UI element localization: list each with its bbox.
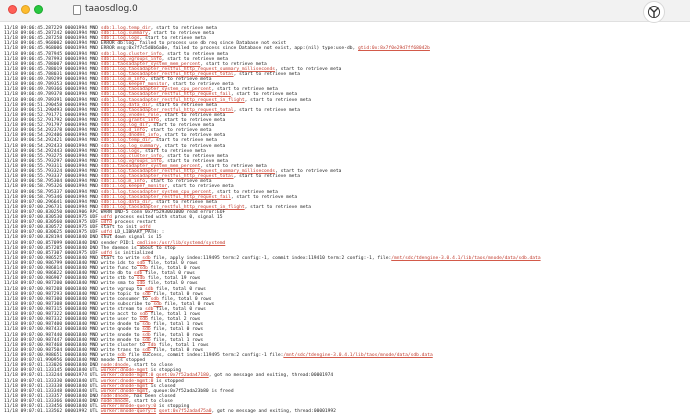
title-bar [0,0,690,22]
log-line: 11/18 09:07:00.987208 00001840 MND write vgroup to sdb file, total 0 rows [4,286,206,292]
log-line: 11/18 09:07:01.133366 00001840 DND node:mnode, start to close [4,398,173,404]
log-line: 11/18 09:07:00.830625 00001975 UDF udfd LD_LIBRARY_PATH: : [4,230,165,236]
log-line: 11/18 09:06:45.968002 00001994 MND ERROR db:log, failed to process use db req since Database not exist [4,41,287,47]
log-line: 11/18 09:06:55.793275 00001994 MND sdb:1.log.cluster_info, start to retrieve meta [4,153,229,159]
document-icon [73,5,81,15]
log-line: 11/18 09:06:52.791771 00001994 MND sdb:1.log.vnodes_role, start to retrieve meta [4,112,226,118]
log-line: 11/18 09:06:45.788031 00001994 MND sdb:1.log.taosadapter_restful_http_request_total, start to retrieve meta [4,71,300,77]
log-line: 11/18 09:07:00.986525 00001840 MND start to write sdb file, apply index:119495 term:2 config:-1, commit index:119410 term:2 config:-1, file:/mnt/sdc/tdengine-3.0.4.1/lib/taos/mnode/data/sdb.data [4,255,541,261]
log-line: 11/18 09:07:01.133456 00001840 UTL worker:mnode-query:0 is stopping [4,404,190,410]
log-line: 11/18 09:07:00.987300 00001840 MND write consumer to sdb file, total 0 rows [4,296,212,302]
log-line: 11/18 09:06:54.292378 00001994 MND sdb:1.log.d_info, start to retrieve meta [4,128,212,134]
log-line: 11/18 09:06:49.789299 00001994 MND sdb:1.log.m_info, start to retrieve meta [4,77,212,83]
log-line: 11/18 09:06:54.292406 00001994 MND sdb:1.log.dnodes_info, start to retrieve meta [4,133,226,139]
log-line: 11/18 09:07:00.987200 00001840 MND write sma to sdb file, total 0 rows [4,281,198,287]
log-line: 11/18 09:07:00.857205 00001840 DND The daemon is about to stop [4,245,176,251]
log-line: 11/18 09:07:01.133145 00001840 UTL worker:dnode-mgmt is stopping [4,368,182,374]
log-line: 11/18 09:06:49.789378 00001994 MND sdb:1.log.taosadapter_restful_http_request_fail, start to retrieve meta [4,92,298,98]
log-line: 11/18 09:06:58.795304 00001994 MND sdb:1.log.m_info, start to retrieve meta [4,179,212,185]
log-line: 11/18 09:06:51.290458 00001994 MND sdb:1.log.data_dir, start to retrieve meta [4,102,217,108]
extension-badge-glyph-icon [647,5,661,19]
log-line: 11/18 09:07:00.828194 00001840 DND shut down signal is 15 [4,235,162,241]
log-line: 11/18 09:06:49.789366 00001994 MND sdb:1.log.taosadapter_system_cpu_percent, start to retrieve meta [4,87,278,93]
log-line: 11/18 09:07:01.133330 00001840 UTL worker:dnode-mgmt:0 is stopped [4,378,184,384]
log-line: 11/18 09:07:00.296641 00001994 MND sdb:1.log.data_dir, start to retrieve meta [4,199,217,205]
log-line: 11/18 09:07:00.830560 00001975 UDF udfd process restart [4,220,157,226]
log-line: 11/18 09:07:00.987293 00001840 MND write topic to sdb file, total 0 rows [4,291,204,297]
log-text-area[interactable] [4,26,684,414]
log-line: 11/18 09:07:00.986814 00001840 MND write func to sdb file, total 0 rows [4,266,201,272]
log-line: 11/18 09:07:00.987440 00001840 MND write snode to sdb file, total 0 rows [4,332,204,338]
log-line: 11/18 09:06:51.290493 00001994 MND sdb:1.log.taosadapter_restful_http_request_total, start to retrieve meta [4,107,300,113]
log-line: 11/18 09:07:00.987468 00001840 MND write cluster to sdb file, total 1 rows [4,342,209,348]
log-line: 11/18 09:06:45.287229 00001994 MND sdb:1.log.temp_dir, start to retrieve meta [4,26,217,31]
log-line: 11/18 09:07:00.296731 00001994 MND sdb:1.log.taosadapter_restful_http_request_in_flight, start to retrieve meta [4,204,312,210]
log-line: 11/18 09:07:01.133357 00001840 DND node:dnode, has been closed [4,393,176,399]
log-line: 11/18 09:07:01.990956 00001840 MND mnode is stopped [4,358,146,364]
log-line: 11/18 09:07:00.987400 00001840 MND write dnode to sdb file, total 1 rows [4,322,204,328]
log-line: 11/18 09:07:01.133562 00001992 UTL worker:mnode-query:1 qset:0x7f52ada475a0, got no message and exiting, thread:00001992 [4,409,336,414]
log-line: 11/18 09:07:00.857307 00001975 UDF udfd is initialized [4,250,154,256]
log-line: 11/18 09:07:00.986799 00001840 MND write ids to sdb file, total 0 rows [4,261,198,267]
log-line: 11/18 09:06:58.795346 00001994 MND sdb:1.log.taosadapter_restful_http_request_fail, start to retrieve meta [4,194,298,200]
log-line: 11/18 09:06:54.292433 00001994 MND sdb:1.log.log_summary, start to retrieve meta [4,143,226,149]
log-line: 11/18 09:07:00.986907 00001840 MND write stb to sdb file, total 19 rows [4,276,201,282]
log-line: 11/18 09:06:54.292421 00001994 MND sdb:1.log.temp_dir, start to retrieve meta [4,138,217,144]
log-line: 11/18 09:06:55.793297 00001994 MND sdb:1.log.vgroups_info, start to retrieve meta [4,158,229,164]
window-title: taaosdlog.0 [85,4,138,14]
log-line: 11/18 09:06:58.795337 00001994 MND sdb:1.log.taosadapter_system_cpu_percent, start to retrieve meta [4,189,278,195]
log-line: 11/18 09:06:55.793337 00001994 MND sdb:1.log.taosadapter_restful_http_request_total, start to retrieve meta [4,174,300,180]
log-line: 11/18 09:06:55.793311 00001994 MND sdb:1.taosadapter_system_mem_percent, start to retrieve meta [4,163,267,169]
log-line: 11/18 09:07:01.133348 00001840 UTL worker:dnode-mgmt, queue:0x7f52ada23b80 is freed [4,388,234,394]
log-line: 11/18 09:07:00.830250 00001906 RPC WARN UND-5 conn 0x7f5293001000 read error:EOF [4,209,226,215]
log-line: 11/18 09:06:52.791797 00001994 MND sdb:1.log.log_dir, start to retrieve meta [4,123,215,129]
close-window-button[interactable] [8,5,17,14]
log-line: 11/18 09:06:49.789353 00001994 MND sdb:1.log.keeper_monitor, start to retrieve meta [4,82,234,88]
extension-badge-icon[interactable] [643,1,665,23]
log-line: 11/18 09:06:52.791792 00001994 MND sdb:1.log.grants_info, start to retrieve meta [4,117,226,123]
log-line: 11/18 09:07:00.987504 00001840 MND write trans to sdb file, total 0 rows [4,347,204,353]
log-line: 11/18 09:07:01.133338 00001840 UTL worker:dnode-mgmt is closed [4,383,176,389]
log-line: 11/18 09:06:55.793324 00001994 MND sdb:1.log.taosadapter_restful_http_request_summary_milliseconds, start to retrieve meta [4,169,342,175]
log-line: 11/18 09:07:01.133244 00001974 UTL worker:dnode-mgmt:0 qset:0x7f52ada47180, got no message and exiting, thread:00001974 [4,373,334,379]
log-line: 11/18 09:06:45.287242 00001994 MND sdb:1.log.summary, start to retrieve meta [4,31,215,37]
minimize-window-button[interactable] [21,5,30,14]
log-line: 11/18 09:07:00.987433 00001840 MND write qnode to sdb file, total 0 rows [4,327,204,333]
log-line: 11/18 09:06:49.789391 00001994 MND sdb:1.log.taosadapter_restful_http_request_in_flight, start to retrieve meta [4,97,312,103]
log-line: 11/18 09:06:45.968006 00001994 MND ERROR msg:0x7f7c5d0b6a0e, failed to process since Database not exist, app:(nil) type:use-db, gtid:0x:8x7f0e29d7ff68042b [4,46,430,52]
log-line: 11/18 09:07:00.988651 00001840 MND write sdb file success, commit index:119495 term:2 config:-1 file:/mnt/sdc/tdengine-3.0.4.1/lib/taos/mnode/data/sdb.data [4,353,433,358]
log-line: 11/18 09:07:00.986822 00001840 MND write db to sdb file, total 0 rows [4,271,195,277]
log-line: 11/18 09:07:00.987308 00001840 MND write subscribe to sdb file, total 0 rows [4,301,215,307]
log-line: 11/18 09:07:00.830530 00001975 UDF udfd process exited with status 0, signal 15 [4,215,223,221]
log-line: 11/18 09:07:00.987447 00001840 MND write mnode to sdb file, total 1 rows [4,337,204,343]
log-line: 11/18 09:07:01.133026 00001840 DND node:dnode, start to close [4,363,173,369]
log-line: 11/18 09:06:45.788019 00001994 MND sdb:1.log.taosadapter_restful_http_request_summary_milliseconds, start to retrieve meta [4,66,342,72]
log-line: 11/18 09:06:45.287258 00001994 MND sdb:1.log.logs, start to retrieve meta [4,36,206,42]
log-line: 11/18 09:07:00.857099 00001840 DND sender PID:1 cmdline:/usr/lib/systemd/systemd [4,240,226,246]
log-line: 11/18 09:06:58.795326 00001994 MND sdb:1.log.keeper_monitor, start to retrieve meta [4,184,234,190]
log-line: 11/18 09:07:00.830572 00001975 UDF start to init udfd [4,225,151,231]
log-line: 11/18 09:06:45.787993 00001994 MND sdb:1.log.vgroups_info, start to retrieve meta [4,56,229,62]
maximize-window-button[interactable] [34,5,43,14]
log-line: 11/18 09:07:00.987315 00001840 MND write stream to sdb file, total 0 rows [4,307,206,313]
log-line: 11/18 09:07:00.987332 00001840 MND write user to sdb file, total 2 rows [4,317,201,323]
log-line: 11/18 09:07:00.987322 00001840 MND write acct to sdb file, total 1 rows [4,312,201,318]
log-line: 11/18 09:06:45.787945 00001994 MND sdb:1.log.cluster_info, start to retrieve meta [4,51,229,57]
log-line: 11/18 09:06:54.292443 00001994 MND sdb:1.log.logs, start to retrieve meta [4,148,206,154]
log-line: 11/18 09:06:45.788007 00001994 MND sdb:1.taosadapter_system_mem_percent, start to retrieve meta [4,61,267,67]
